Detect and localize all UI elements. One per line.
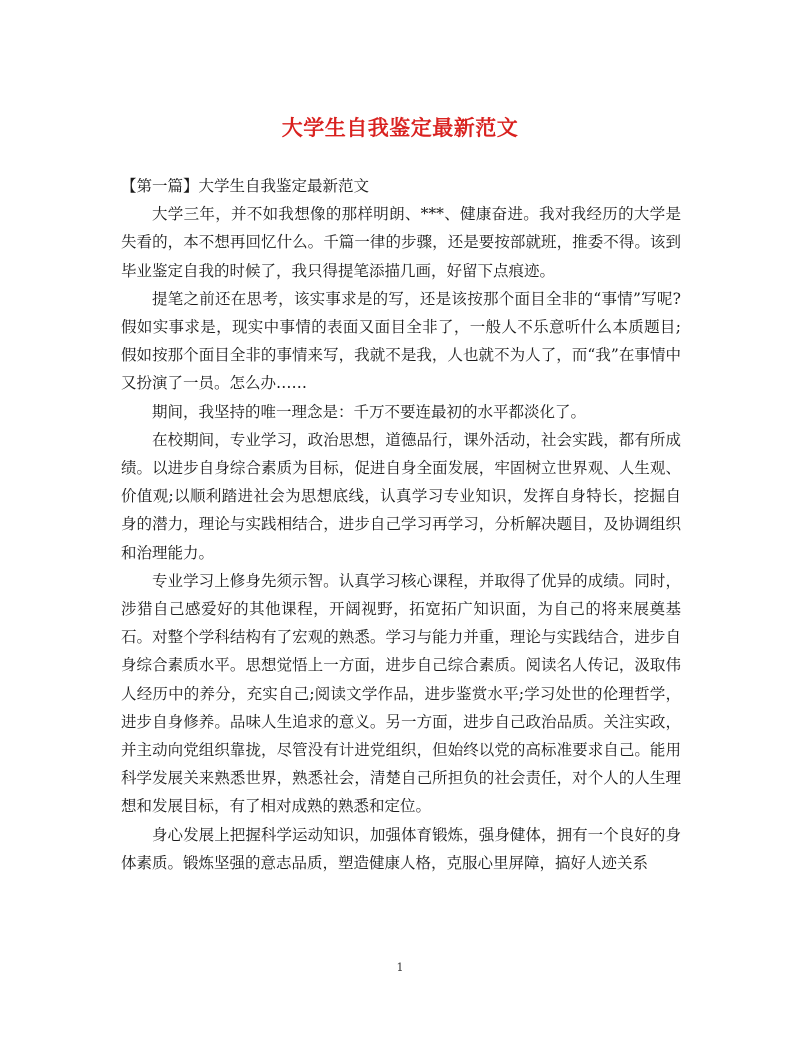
paragraph-3: 期间，我坚持的唯一理念是：千万不要连最初的水平都淡化了。 (152, 402, 587, 421)
document-body (121, 172, 681, 877)
paragraph-5: 专业学习上修身先须示智。认真学习核心课程，并取得了优异的成绩。同时，涉猎自己感爱好的其他课程，开阔视野，拓宽拓广知识面，为自己的将来展奠基石。对整个学科结构有了宏观的熟悉。学习与能力并重，理论与实践结合，进步自身综合素质水平。思想觉悟上一方面，进步自己综合素质。阅读名人传记，汲取伟人经历中的养分，充实自己;阅读文学作品，进步鉴赏水平;学习处世的伦理哲学，进步自身修养。品味人生追求的意义。另一方面，进步自己政治品质。关注实政，并主动向党组织靠拢，尽管没有计进党组织，但始终以党的高标准要求自己。能用科学发展关来熟悉世界，熟悉社会，清楚自己所担负的社会责任，对个人的人生理想和发展目标，有了相对成熟的熟悉和定位。 (121, 571, 681, 816)
paragraph-4: 在校期间，专业学习，政治思想，道德品行，课外活动，社会实践，都有所成绩。以进步自身综合素质为目标，促进自身全面发展，牢固树立世界观、人生观、价值观;以顺利踏进社会为思想底线，认真学习专业知识，发挥自身特长，挖掘自身的潜力，理论与实践相结合，进步自己学习再学习，分析解决题目，及协调组织和治理能力。 (121, 430, 681, 562)
document-title: 大学生自我鉴定最新范文 (281, 115, 519, 140)
paragraph-6: 身心发展上把握科学运动知识，加强体育锻炼，强身健体，拥有一个良好的身体素质。锻炼坚强的意志品质，塑造健康人格，克服心里屏障，搞好人迹关系 (121, 825, 681, 872)
page-number: 1 (396, 961, 404, 974)
section-heading: 【第一篇】大学生自我鉴定最新范文 (121, 177, 370, 195)
paragraph-1: 大学三年，并不如我想像的那样明朗、***、健康奋进。我对我经历的大学是失看的，本不想再回忆什么。千篇一律的步骤，还是要按部就班，推委不得。该到毕业鉴定自我的时候了，我只得提笔添描几画，好留下点痕迹。 (121, 205, 681, 280)
paragraph-2: 提笔之前还在思考，该实事求是的写，还是该按那个面目全非的“事情”写呢?假如实事求是，现实中事情的表面又面目全非了，一般人不乐意听什么本质题目;假如按那个面目全非的事情来写，我就不是我，人也就不为人了，而“我”在事情中又扮演了一员。怎么办…… (121, 289, 681, 393)
